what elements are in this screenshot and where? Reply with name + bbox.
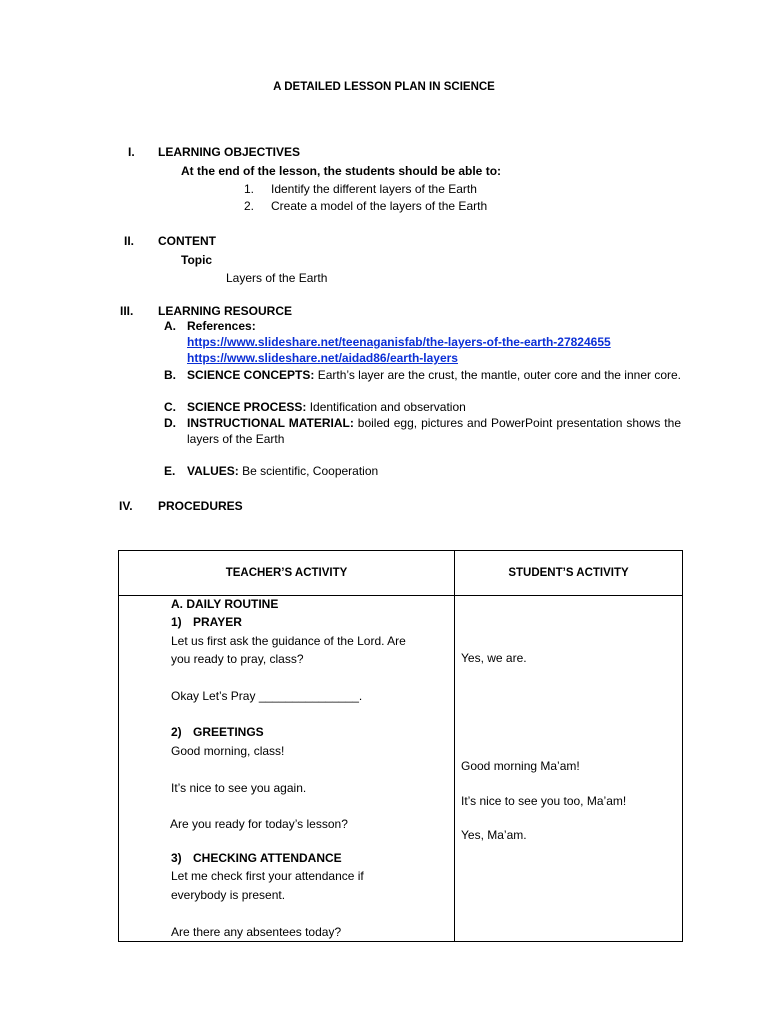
teacher-line: you ready to pray, class?: [171, 652, 304, 666]
section-heading-objectives: LEARNING OBJECTIVES: [158, 145, 301, 159]
table-header-row: [119, 551, 683, 596]
document-title: A DETAILED LESSON PLAN IN SCIENCE: [273, 81, 495, 93]
section-heading-resources: LEARNING RESOURCE: [158, 304, 293, 318]
teacher-line: everybody is present.: [171, 888, 286, 902]
student-line: Good morning Ma’am!: [461, 759, 580, 773]
objective-number: 1.: [244, 182, 255, 196]
student-activity-header: STUDENT’S ACTIVITY: [455, 551, 683, 596]
values: [187, 463, 378, 479]
teacher-line: Let me check first your attendance if: [171, 869, 364, 883]
science-process-label: SCIENCE PROCESS:: [187, 400, 307, 414]
table-row: [119, 596, 683, 942]
reference-link[interactable]: https://www.slideshare.net/aidad86/earth-layers: [187, 351, 458, 365]
resource-letter-e: E.: [164, 464, 176, 478]
greetings-number: 2): [171, 725, 182, 739]
teacher-line: Let us first ask the guidance of the Lord. Are: [171, 634, 406, 648]
science-process-text: Identification and observation: [306, 400, 466, 414]
topic-value: Layers of the Earth: [226, 271, 328, 285]
prayer-number: 1): [171, 615, 182, 629]
instructional-material-text: boiled egg, pictures and PowerPoint presentation shows the layers of the Earth: [187, 416, 681, 446]
student-line: Yes, we are.: [461, 651, 527, 665]
values-text: Be scientific, Cooperation: [238, 464, 379, 478]
science-concepts-label: SCIENCE CONCEPTS:: [187, 368, 315, 382]
objective-number: 2.: [244, 199, 255, 213]
student-line: It’s nice to see you too, Ma’am!: [461, 794, 627, 808]
section-number-resources: III.: [120, 304, 134, 318]
science-concepts-text: Earth’s layer are the crust, the mantle, outer core and the inner core.: [314, 368, 681, 382]
section-heading-content: CONTENT: [158, 234, 216, 248]
attendance-heading: CHECKING ATTENDANCE: [193, 851, 342, 865]
objective-item: Identify the different layers of the Earth: [271, 182, 477, 196]
resource-letter-a: A.: [164, 319, 176, 333]
prayer-heading: PRAYER: [193, 615, 242, 629]
attendance-number: 3): [171, 851, 182, 865]
topic-label: Topic: [181, 253, 213, 267]
reference-link[interactable]: https://www.slideshare.net/teenaganisfab/the-layers-of-the-earth-27824655: [187, 335, 611, 349]
resource-letter-b: B.: [164, 368, 176, 382]
values-label: VALUES:: [187, 464, 239, 478]
teacher-activity-header: TEACHER’S ACTIVITY: [119, 551, 455, 596]
section-number-content: II.: [124, 234, 135, 248]
teacher-line: Are there any absentees today?: [171, 925, 342, 939]
section-number-objectives: I.: [128, 145, 135, 159]
resource-letter-d: D.: [164, 416, 176, 430]
greetings-heading: GREETINGS: [193, 725, 264, 739]
teacher-line: Good morning, class!: [171, 744, 285, 758]
student-line: Yes, Ma’am.: [461, 828, 527, 842]
section-heading-procedures: PROCEDURES: [158, 499, 243, 513]
teacher-line: Okay Let’s Pray _______________.: [171, 689, 363, 703]
teacher-activity-cell: [119, 596, 455, 942]
references-label: References:: [187, 319, 256, 333]
science-concepts: [187, 367, 681, 383]
section-number-procedures: IV.: [119, 499, 133, 513]
science-process: [187, 399, 466, 415]
student-activity-cell: [455, 596, 683, 942]
teacher-line: Are you ready for today’s lesson?: [170, 817, 348, 831]
teacher-line: It’s nice to see you again.: [171, 781, 307, 795]
objectives-intro: At the end of the lesson, the students should be able to:: [181, 164, 502, 178]
objective-item: Create a model of the layers of the Earth: [271, 199, 488, 213]
instructional-material: [187, 415, 681, 447]
instructional-material-label: INSTRUCTIONAL MATERIAL:: [187, 416, 354, 430]
resource-letter-c: C.: [164, 400, 176, 414]
daily-routine-heading: A. DAILY ROUTINE: [171, 597, 279, 611]
procedures-table: [118, 550, 683, 942]
